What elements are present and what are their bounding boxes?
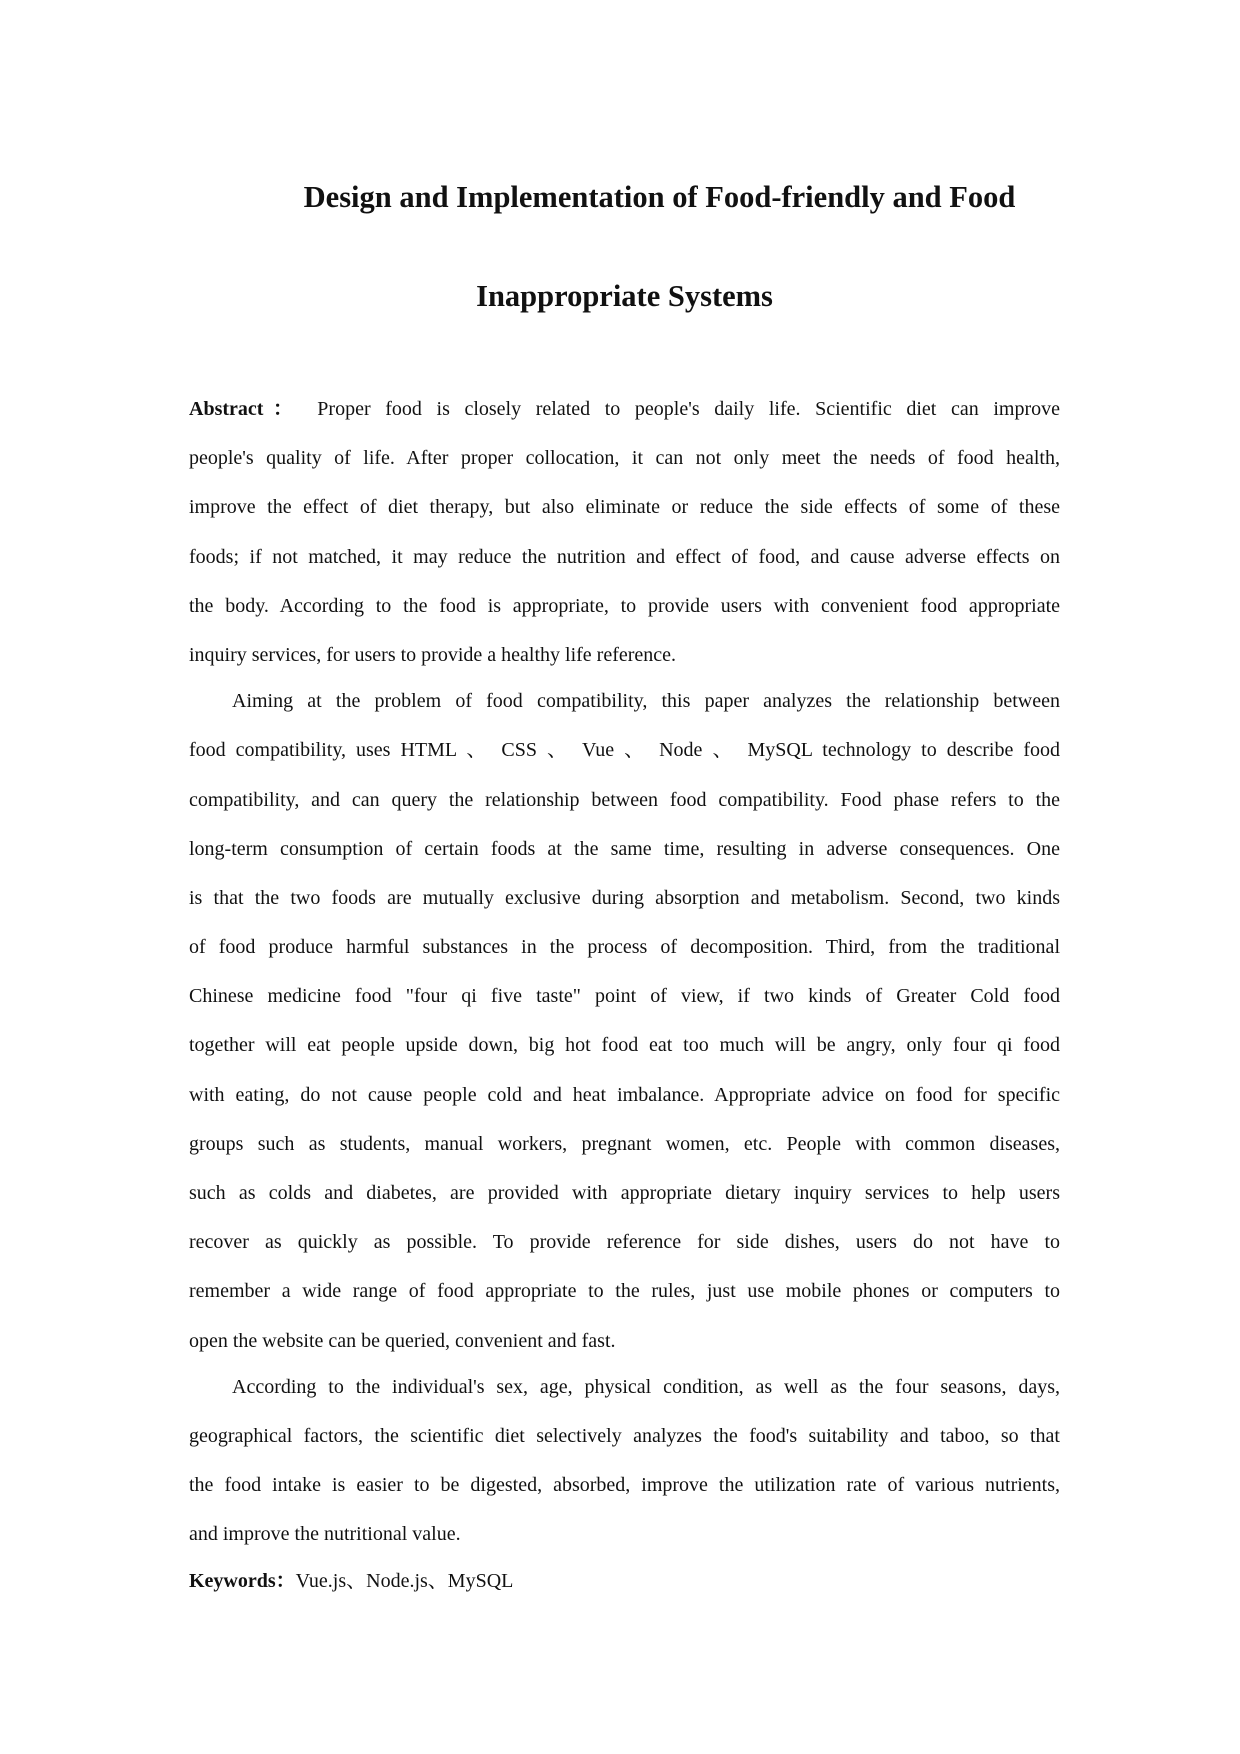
line-text: groups such as students, manual workers, pregnant women, etc. People with common diseases, — [189, 1132, 1060, 1155]
line-text: and improve the nutritional value. — [189, 1523, 461, 1546]
text-line — [189, 1510, 1060, 1559]
line-text: improve the effect of diet therapy, but also eliminate or reduce the side effects of some of these — [189, 496, 1060, 519]
text-line — [189, 972, 1060, 1021]
line-text: geographical factors, the scientific diet selectively analyzes the food's suitability and taboo, so that — [189, 1424, 1060, 1447]
line-text: Chinese medicine food "four qi five taste" point of view, if two kinds of Greater Cold food — [189, 985, 1060, 1008]
line-text: long-term consumption of certain foods at the same time, resulting in adverse consequences. One — [189, 837, 1060, 860]
line-text: with eating, do not cause people cold and heat imbalance. Appropriate advice on food for specific — [189, 1083, 1060, 1106]
title-line-2: Inappropriate Systems — [476, 279, 773, 313]
line-text: According to the individual's sex, age, physical condition, as well as the four seasons, days, — [232, 1375, 1060, 1398]
text-line — [189, 631, 1060, 680]
paper-title — [189, 148, 1060, 346]
keywords-value: Vue.js、Node.js、MySQL — [295, 1569, 514, 1592]
line-text: of food produce harmful substances in the process of decomposition. Third, from the traditional — [189, 936, 1060, 959]
title-line-1: Design and Implementation of Food-friendly and Food — [303, 180, 1016, 214]
text-line — [189, 385, 1060, 434]
line-text: such as colds and diabetes, are provided with appropriate dietary inquiry services to help users — [189, 1182, 1060, 1204]
line-text: compatibility, and can query the relationship between food compatibility. Food phase refers to the — [189, 788, 1060, 811]
line-text: together will eat people upside down, big hot food eat too much will be angry, only four qi food — [189, 1034, 1060, 1057]
text-line — [189, 434, 1060, 483]
text-line — [189, 1169, 1060, 1218]
text-line — [189, 677, 1060, 726]
text-line — [189, 923, 1060, 972]
text-line — [189, 1071, 1060, 1120]
paragraph-2 — [189, 677, 1060, 1366]
text-line — [189, 1461, 1060, 1510]
text-line — [189, 1218, 1060, 1267]
keywords — [189, 1557, 1060, 1606]
line-text: food compatibility, uses HTML 、 CSS 、 Vue 、 Node 、 MySQL technology to describe food — [189, 739, 1060, 762]
line-text: the food intake is easier to be digested, absorbed, improve the utilization rate of various nutrients, — [189, 1474, 1060, 1497]
text-line — [189, 726, 1060, 775]
text-line — [189, 874, 1060, 923]
text-line — [189, 1363, 1060, 1412]
line-text: people's quality of life. After proper collocation, it can not only meet the needs of food health, — [189, 447, 1060, 470]
text-line — [189, 776, 1060, 825]
text-line — [189, 483, 1060, 532]
text-line — [189, 1317, 1060, 1366]
text-line — [189, 582, 1060, 631]
line-text: remember a wide range of food appropriate to the rules, just use mobile phones or computers to — [189, 1280, 1060, 1303]
keywords-label: Keywords： — [189, 1569, 296, 1592]
line-text: the body. According to the food is appropriate, to provide users with convenient food appropriate — [189, 594, 1060, 617]
line-text: recover as quickly as possible. To provide reference for side dishes, users do not have to — [189, 1231, 1060, 1254]
line-text: foods; if not matched, it may reduce the nutrition and effect of food, and cause adverse effects on — [189, 545, 1060, 568]
text-line — [189, 1021, 1060, 1070]
line-text: open the website can be queried, convenient and fast. — [189, 1329, 616, 1352]
text-line — [189, 1267, 1060, 1316]
text-line — [189, 533, 1060, 582]
line-text: is that the two foods are mutually exclusive during absorption and metabolism. Second, two kinds — [189, 886, 1060, 909]
text-line — [189, 1120, 1060, 1169]
paragraph-3 — [189, 1363, 1060, 1560]
text-line — [189, 1412, 1060, 1461]
text-line — [189, 825, 1060, 874]
line-text: Aiming at the problem of food compatibility, this paper analyzes the relationship between — [232, 690, 1060, 713]
abstract-label: Abstract： — [189, 398, 303, 420]
abstract-paragraph — [189, 385, 1060, 680]
abstract-body — [189, 385, 1060, 1606]
line-text: Proper food is closely related to people's daily life. Scientific diet can improve — [317, 398, 1061, 420]
line-text: inquiry services, for users to provide a healthy life reference. — [189, 643, 677, 666]
